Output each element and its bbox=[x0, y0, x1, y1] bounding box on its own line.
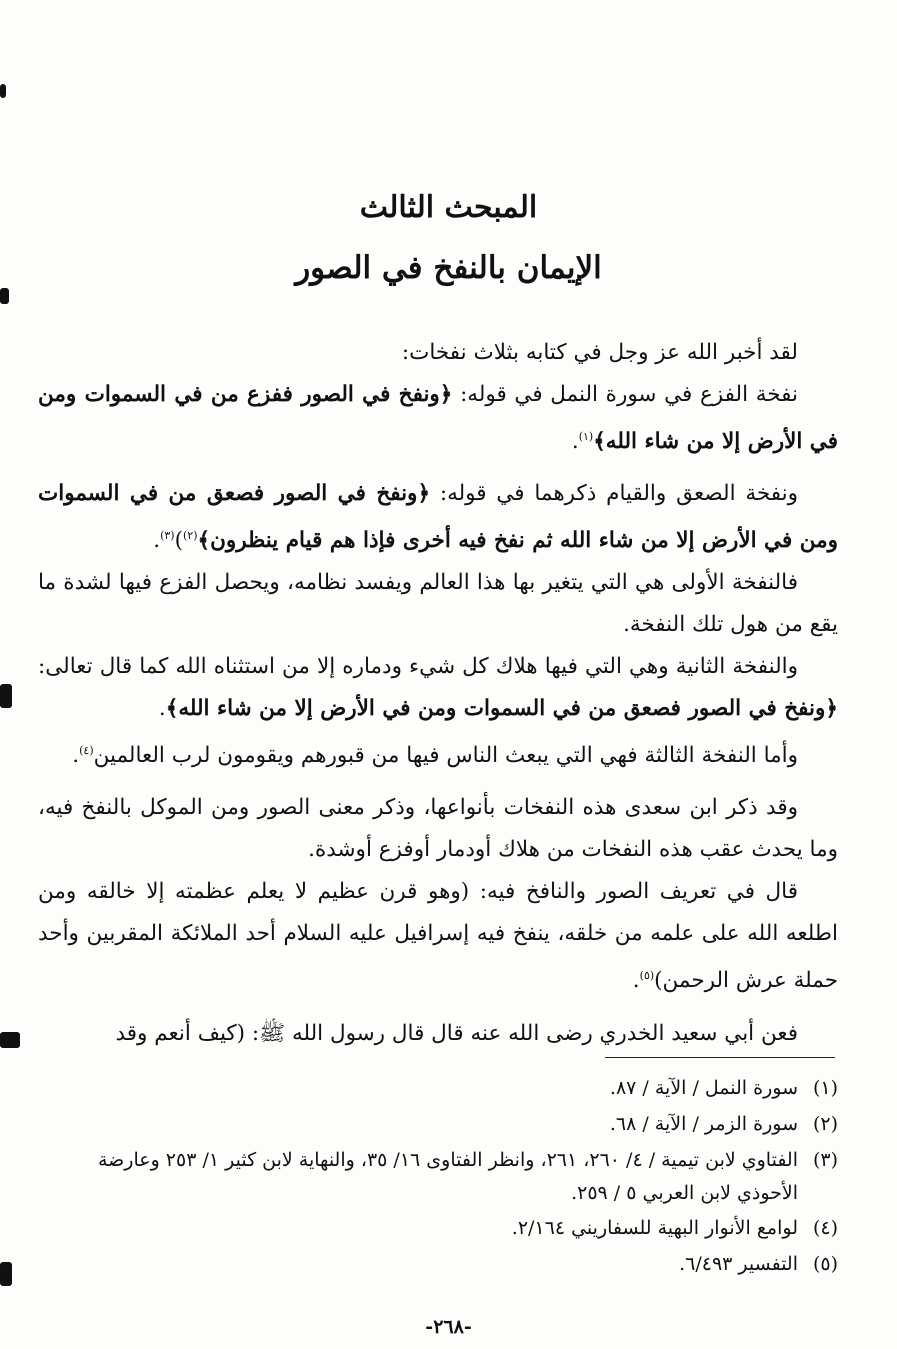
paragraph: قال في تعريف الصور والنافخ فيه: (وهو قرن عظيم لا يعلم عظمته إلا خالقه ومن اطلعه الله على علمه من خلقه، ينفخ فيه إسرافيل عليه السلام أحد الملائكة المقربين وأحد حملة عرش الرحمن)$^{(٥)}$. bbox=[38, 879, 838, 994]
footnote-ref: (١) bbox=[578, 430, 594, 443]
body-text bbox=[38, 332, 838, 1055]
scan-mark bbox=[0, 1032, 20, 1048]
footnote-number: (٢) bbox=[812, 1113, 838, 1135]
footnote-text: سورة النمل / الآية / ٨٧. bbox=[609, 1077, 798, 1099]
paragraph: فالنفخة الأولى هي التي يتغير بها هذا العالم ويفسد نظامه، ويحصل الفزع فيها لشدة ما يقع من هول تلك النفخة. bbox=[38, 570, 838, 638]
footnote-ref: (٣) bbox=[160, 529, 175, 543]
footnote bbox=[38, 1142, 838, 1210]
footnote bbox=[38, 1070, 838, 1106]
section-heading: المبحث الثالث bbox=[359, 190, 538, 225]
paragraph: لقد أخبر الله عز وجل في كتابه بثلاث نفخات: bbox=[401, 340, 798, 365]
paragraph: وقد ذكر ابن سعدى هذه النفخات بأنواعها، وذكر معنى الصور ومن الموكل بالنفخ فيه، وما يحدث عقب هذه النفخات من هلاك أودمار أوفزع أوشدة. bbox=[38, 795, 838, 863]
scan-mark bbox=[0, 684, 12, 708]
page-number: -٢٦٨- bbox=[425, 1316, 472, 1338]
scan-mark bbox=[0, 288, 9, 304]
footnote-ref: (٥) bbox=[639, 969, 655, 983]
footnote-ref: (٢) bbox=[182, 529, 198, 543]
footnote-number: (١) bbox=[812, 1077, 838, 1099]
footnote-number: (٣) bbox=[812, 1149, 838, 1171]
footnote bbox=[38, 1246, 838, 1282]
footnote bbox=[38, 1106, 838, 1142]
scan-mark bbox=[0, 84, 6, 98]
paragraph: فعن أبي سعيد الخدري رضى الله عنه قال قال رسول الله ﷺ: (كيف أنعم وقد bbox=[115, 1020, 798, 1046]
quran-quote: ﴿ونفخ في الصور ففزع من في السموات ومن في الأرض إلا من شاء الله﴾ bbox=[38, 382, 838, 455]
footnote-ref: (٤) bbox=[79, 744, 94, 758]
scan-mark bbox=[0, 1262, 12, 1286]
paragraph: وأما النفخة الثالثة فهي التي يبعث الناس فيها من قبورهم ويقومون لرب العالمين$^{(٤)}$. bbox=[72, 743, 798, 769]
paragraph: والنفخة الثانية وهي التي فيها هلاك كل شيء ودماره إلا من استثناه الله كما قال تعالى: ﴿ونفخ في الصور فصعق من في السموات ومن في الأرض إلا من شاء الله﴾. bbox=[38, 654, 838, 722]
section-title: الإيمان بالنفخ في الصور bbox=[295, 250, 602, 286]
footnote-separator bbox=[605, 1057, 835, 1058]
footnote-text: التفسير ٦/٤٩٣. bbox=[679, 1253, 798, 1275]
footnote bbox=[38, 1210, 838, 1246]
paragraph: نفخة الفزع في سورة النمل في قوله: ﴿ونفخ في الصور ففزع من في السموات ومن في الأرض إلا من شاء الله﴾$^{(١)}$. bbox=[38, 382, 838, 455]
footnote-text: الفتاوي لابن تيمية / ٤/ ٢٦٠، ٢٦١، وانظر الفتاوى ١٦/ ٣٥، والنهاية لابن كثير ١/ ٢٥٣ وعارضة الأحوذي لابن العربي ٥ / ٢٥٩. bbox=[97, 1149, 798, 1204]
footnote-number: (٥) bbox=[812, 1253, 838, 1275]
quran-quote: ﴿ونفخ في الصور فصعق من في السموات ومن في الأرض إلا من شاء الله ثم نفخ فيه أخرى فإذا هم قيام ينظرون﴾ bbox=[38, 481, 838, 554]
footnote-text: سورة الزمر / الآية / ٦٨. bbox=[609, 1113, 798, 1135]
footnotes bbox=[38, 1070, 838, 1282]
quran-quote: ﴿ونفخ في الصور فصعق من في السموات ومن في الأرض إلا من شاء الله﴾ bbox=[165, 696, 838, 722]
footnote-number: (٤) bbox=[812, 1217, 838, 1239]
footnote-text: لوامع الأنوار البهية للسفاريني ٢/١٦٤. bbox=[511, 1217, 798, 1239]
paragraph: ونفخة الصعق والقيام ذكرهما في قوله: ﴿ونفخ في الصور فصعق من في السموات ومن في الأرض إلا من شاء الله ثم نفخ فيه أخرى فإذا هم قيام ينظرون﴾$^{(٢)}$)$^{(٣)}$. bbox=[38, 481, 838, 554]
